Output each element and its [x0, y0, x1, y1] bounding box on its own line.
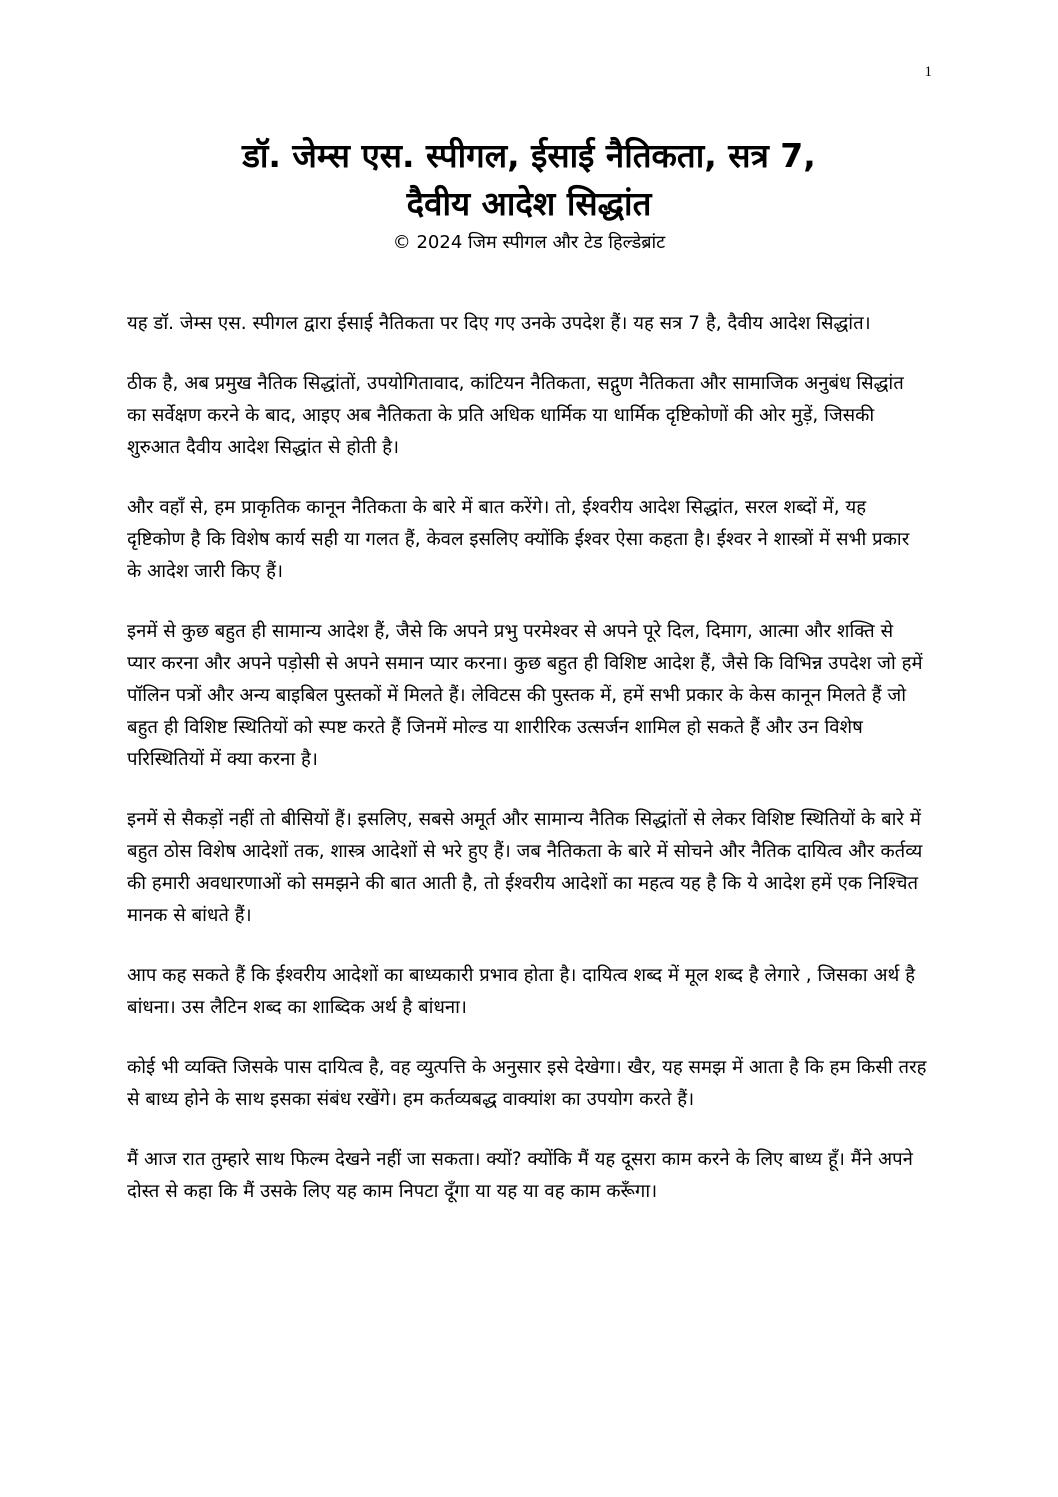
paragraph-7: कोई भी व्यक्ति जिसके पास दायित्व है, वह व्युत्पत्ति के अनुसार इसे देखेगा। खैर, यह समझ में आता है कि हम किसी तरह से बाध्य होने के साथ इसका संबंध रखेंगे। हम कर्तव्यबद्ध वाक्यांश का उपयोग करते हैं।	[127, 1057, 927, 1110]
copyright-notice: © 2024 जिम स्पीगल और टेड हिल्डेब्रांट	[392, 232, 666, 253]
paragraph-5: इनमें से सैकड़ों नहीं तो बीसियों हैं। इसलिए, सबसे अमूर्त और सामान्य नैतिक सिद्धांतों से लेकर विशिष्ट स्थितियों के बारे में बहुत ठोस विशेष आदेशों तक, शास्त्र आदेशों से भरे हुए हैं। जब नैतिकता के बारे में सोचने और नैतिक दायित्व और कर्तव्य की हमारी अवधारणाओं को समझने की बात आती है, तो ईश्वरीय आदेशों का महत्व यह है कि ये आदेश हमें एक निश्चित मानक से बांधते हैं।	[127, 809, 923, 926]
paragraph-4: इनमें से कुछ बहुत ही सामान्य आदेश हैं, जैसे कि अपने प्रभु परमेश्वर से अपने पूरे दिल, दिमाग, आत्मा और शक्ति से प्यार करना और अपने पड़ोसी से अपने समान प्यार करना। कुछ बहुत ही विशिष्ट आदेश हैं, जैसे कि विभिन्न उपदेश जो हमें पॉलिन पत्रों और अन्य बाइबिल पुस्तकों में मिलते हैं। लेविटस की पुस्तक में, हमें सभी प्रकार के केस कानून मिलते हैं जो बहुत ही विशिष्ट स्थितियों को स्पष्ट करते हैं जिनमें मोल्ड या शारीरिक उत्सर्जन शामिल हो सकते हैं और उन विशेष परिस्थितियों में क्या करना है।	[127, 621, 923, 770]
title-line-2: दैवीय आदेश सिद्धांत	[406, 184, 652, 223]
page-number: 1	[924, 64, 932, 80]
paragraph-6: आप कह सकते हैं कि ईश्वरीय आदेशों का बाध्यकारी प्रभाव होता है। दायित्व शब्द में मूल शब्द है लेगारे , जिसका अर्थ है बांधना। उस लैटिन शब्द का शाब्दिक अर्थ है बांधना।	[127, 965, 916, 1018]
paragraph-1: यह डॉ. जेम्स एस. स्पीगल द्वारा ईसाई नैतिकता पर दिए गए उनके उपदेश हैं। यह सत्र 7 है, दैवीय आदेश सिद्धांत।	[127, 313, 871, 334]
document-title	[120, 132, 938, 228]
document-header	[120, 132, 938, 256]
paragraph-8: मैं आज रात तुम्हारे साथ फिल्म देखने नहीं जा सकता। क्यों? क्योंकि मैं यह दूसरा काम करने के लिए बाध्य हूँ। मैंने अपने दोस्त से कहा कि मैं उसके लिए यह काम निपटा दूँगा या यह या वह काम करूँगा।	[127, 1149, 913, 1202]
paragraph-2: ठीक है, अब प्रमुख नैतिक सिद्धांतों, उपयोगितावाद, कांटियन नैतिकता, सद्गुण नैतिकता और सामाजिक अनुबंध सिद्धांत का सर्वेक्षण करने के बाद, आइए अब नैतिकता के प्रति अधिक धार्मिक या धार्मिक दृष्टिकोणों की ओर मुड़ें, जिसकी शुरुआत दैवीय आदेश सिद्धांत से होती है।	[127, 373, 904, 458]
paragraph-3: और वहाँ से, हम प्राकृतिक कानून नैतिकता के बारे में बात करेंगे। तो, ईश्वरीय आदेश सिद्धांत, सरल शब्दों में, यह दृष्टिकोण है कि विशेष कार्य सही या गलत हैं, केवल इसलिए क्योंकि ईश्वर ऐसा कहता है। ईश्वर ने शास्त्रों में सभी प्रकार के आदेश जारी किए हैं।	[127, 497, 910, 582]
document-body	[127, 308, 927, 1236]
title-line-1: डॉ. जेम्स एस. स्पीगल, ईसाई नैतिकता, सत्र 7,	[242, 136, 816, 175]
